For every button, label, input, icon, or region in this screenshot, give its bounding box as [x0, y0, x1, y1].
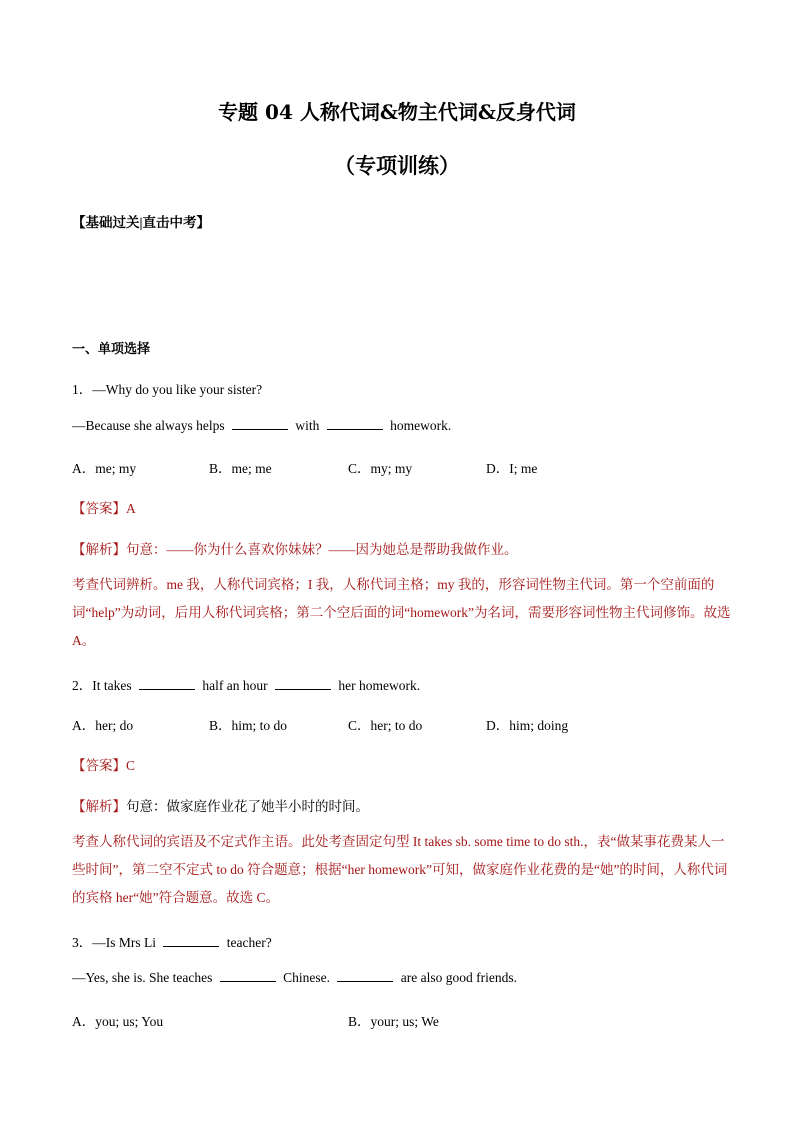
q1-stem-part-2: with: [295, 418, 320, 433]
q1-option-d: D．I; me: [486, 461, 538, 476]
q3-stem-part-1: 3．—Is Mrs Li: [72, 935, 156, 950]
q1-stem-part-1: —Because she always helps: [72, 418, 225, 433]
q3-option-b: B．your; us; We: [348, 1014, 439, 1029]
section-tag: 【基础过关|直击中考】: [72, 215, 210, 230]
q3-stem-part-4: Chinese.: [283, 970, 330, 985]
answer-blank: [139, 688, 195, 690]
answer-blank: [275, 688, 331, 690]
q1-option-c: C．my; my: [348, 461, 413, 476]
q2-option-b: B．him; to do: [209, 718, 288, 733]
q1-stem-line-2: [72, 418, 451, 434]
q1-analysis-translation: 句意：——你为什么喜欢你妹妹？——因为她总是帮助我做作业。: [126, 542, 518, 557]
section-heading: 一、单项选择: [72, 341, 151, 356]
q1-option-b: B．me; me: [209, 461, 272, 476]
q3-stem-line-2: [72, 970, 517, 986]
answer-label: 【答案】: [72, 501, 126, 516]
answer-value: C: [126, 758, 136, 773]
answer-blank: [220, 980, 276, 982]
q3-stem-part-3: —Yes, she is. She teaches: [72, 970, 213, 985]
q1-answer: [72, 497, 136, 517]
answer-label: 【答案】: [72, 758, 126, 773]
document-subtitle: （专项训练）: [334, 153, 460, 178]
answer-blank: [163, 945, 219, 947]
q1-stem-part-3: homework.: [390, 418, 452, 433]
analysis-label: 【解析】: [72, 542, 126, 557]
q1-analysis-line: [72, 538, 518, 558]
q3-stem-part-2: teacher?: [226, 935, 272, 950]
q1-option-a: A．me; my: [72, 461, 137, 476]
answer-value: A: [126, 501, 136, 516]
q3-stem-line-1: [72, 931, 272, 951]
answer-blank: [337, 980, 393, 982]
q2-stem: [72, 674, 420, 694]
analysis-label: 【解析】: [72, 799, 126, 814]
q1-analysis-paragraph: 考查代词辨析。me 我，人称代词宾格；I 我，人称代词主格；my 我的，形容词性物主代词。第一个空前面的词“help”为动词，后用人称代词宾格；第二个空后面的词“homework”为名词，需要形容词性物主代词修饰。故选 A。: [72, 577, 731, 648]
q2-stem-part-2: half an hour: [202, 678, 268, 693]
q2-analysis-line: [72, 795, 369, 815]
q2-stem-part-3: her homework.: [338, 678, 421, 693]
q3-stem-part-5: are also good friends.: [400, 970, 517, 985]
q2-stem-part-1: 2．It takes: [72, 678, 132, 693]
document-title: 专题 04 人称代词&物主代词&反身代词: [218, 100, 576, 124]
q1-stem-line-1: 1．—Why do you like your sister?: [72, 382, 263, 397]
q2-option-a: A．her; do: [72, 718, 134, 733]
q2-option-c: C．her; to do: [348, 718, 423, 733]
q2-analysis-paragraph: 考查人称代词的宾语及不定式作主语。此处考查固定句型 It takes sb. some time to do sth.，表“做某事花费某人一些时间”，第二空不定式 to do 符合题意；根据“her homework”可知，做家庭作业花费的是“她”的时间，人称代词的宾格 her“她”符合题意。故选 C。: [72, 834, 728, 905]
answer-blank: [232, 428, 288, 430]
q3-option-a: A．you; us; You: [72, 1014, 164, 1029]
q2-option-d: D．him; doing: [486, 718, 569, 733]
q2-analysis-translation: 句意：做家庭作业花了她半小时的时间。: [126, 799, 369, 814]
q2-answer: [72, 754, 135, 774]
answer-blank: [327, 428, 383, 430]
